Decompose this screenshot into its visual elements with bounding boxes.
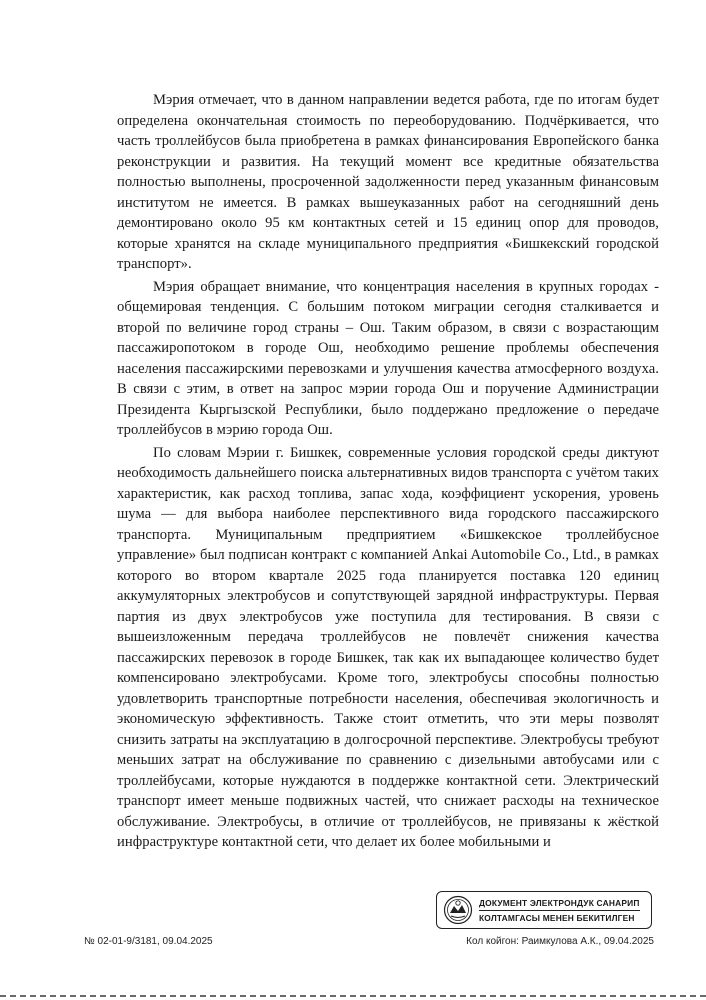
digital-signature-stamp	[436, 891, 652, 929]
stamp-line-2: КОЛТАМГАСЫ МЕНЕН БЕКИТИЛГЕН	[479, 912, 635, 923]
paragraph-3: По словам Мэрии г. Бишкек, современные условия городской среды диктуют необходимость дальнейшего поиска альтернативных видов транспорта с учётом таких характеристик, как расход топлива, запас хода, коэффициент ускорения, уровень шума — для выбора наиболее перспективного вида городского пассажирского транспорта. Муниципальным предприятием «Бишкекское троллейбусное управление» был подписан контракт с компанией Ankai Automobile Co., Ltd., в рамках которого во втором квартале 2025 года планируется поставка 120 единиц аккумуляторных электробусов и сопутствующей зарядной инфраструктуры. Первая партия из двух электробусов уже поступила для тестирования. В связи с вышеизложенным передача троллейбусов не повлечёт снижения качества пассажирских перевозок в городе Бишкек, так как их выпадающее количество будет компенсировано электробусами. Кроме того, электробусы способны полностью удовлетворить транспортные потребности населения, обеспечивая экологичность и экономическую эффективность. Также стоит отметить, что эти меры позволят снизить затраты на эксплуатацию в долгосрочной перспективе. Электробусы требуют меньших затрат на обслуживание по сравнению с дизельными автобусами или с троллейбусами, которые нуждаются в поддержке контактной сети. Электрический транспорт имеет меньше подвижных частей, что снижает расходы на техническое обслуживание. Электробусы, в отличие от троллейбусов, не привязаны к жёсткой инфраструктуре контактной сети, что делает их более мобильными и	[117, 444, 659, 850]
state-emblem-icon	[443, 895, 473, 925]
stamp-line-1: ДОКУМЕНТ ЭЛЕКТРОНДУК САНАРИП	[479, 897, 640, 908]
document-body	[117, 90, 659, 853]
page-edge-line	[0, 995, 706, 997]
stamp-text	[479, 896, 640, 925]
signed-by: Кол койгон: Раимкулова А.К., 09.04.2025	[466, 936, 654, 947]
document-number: № 02-01-9/3181, 09.04.2025	[84, 936, 213, 947]
paragraph-1: Мэрия отмечает, что в данном направлении ведется работа, где по итогам будет определена окончательная стоимость по переоборудованию. Подчёркивается, что часть троллейбусов была приобретена в рамках финансирования Европейского банка реконструкции и развития. На текущий момент все кредитные обязательства полностью выполнены, просроченной задолженности перед указанным финансовым институтом не имеется. В рамках вышеуказанных работ на сегодняшний день демонтировано около 95 км контактных сетей и 15 единиц опор для проводов, которые хранятся на складе муниципального предприятия «Бишкекский городской транспорт».	[117, 92, 659, 272]
paragraph-2: Мэрия обращает внимание, что концентрация населения в крупных городах - общемировая тенденция. С большим потоком миграции сегодня сталкивается и второй по величине город страны – Ош. Таким образом, в связи с возрастающим пассажиропотоком в городе Ош, необходимо решение проблемы обеспечения населения пассажирскими перевозками и улучшения качества атмосферного воздуха. В связи с этим, в ответ на запрос мэрии города Ош и поручение Администрации Президента Кыргызской Республики, было поддержано предложение о передаче троллейбусов в мэрию города Ош.	[117, 278, 659, 438]
